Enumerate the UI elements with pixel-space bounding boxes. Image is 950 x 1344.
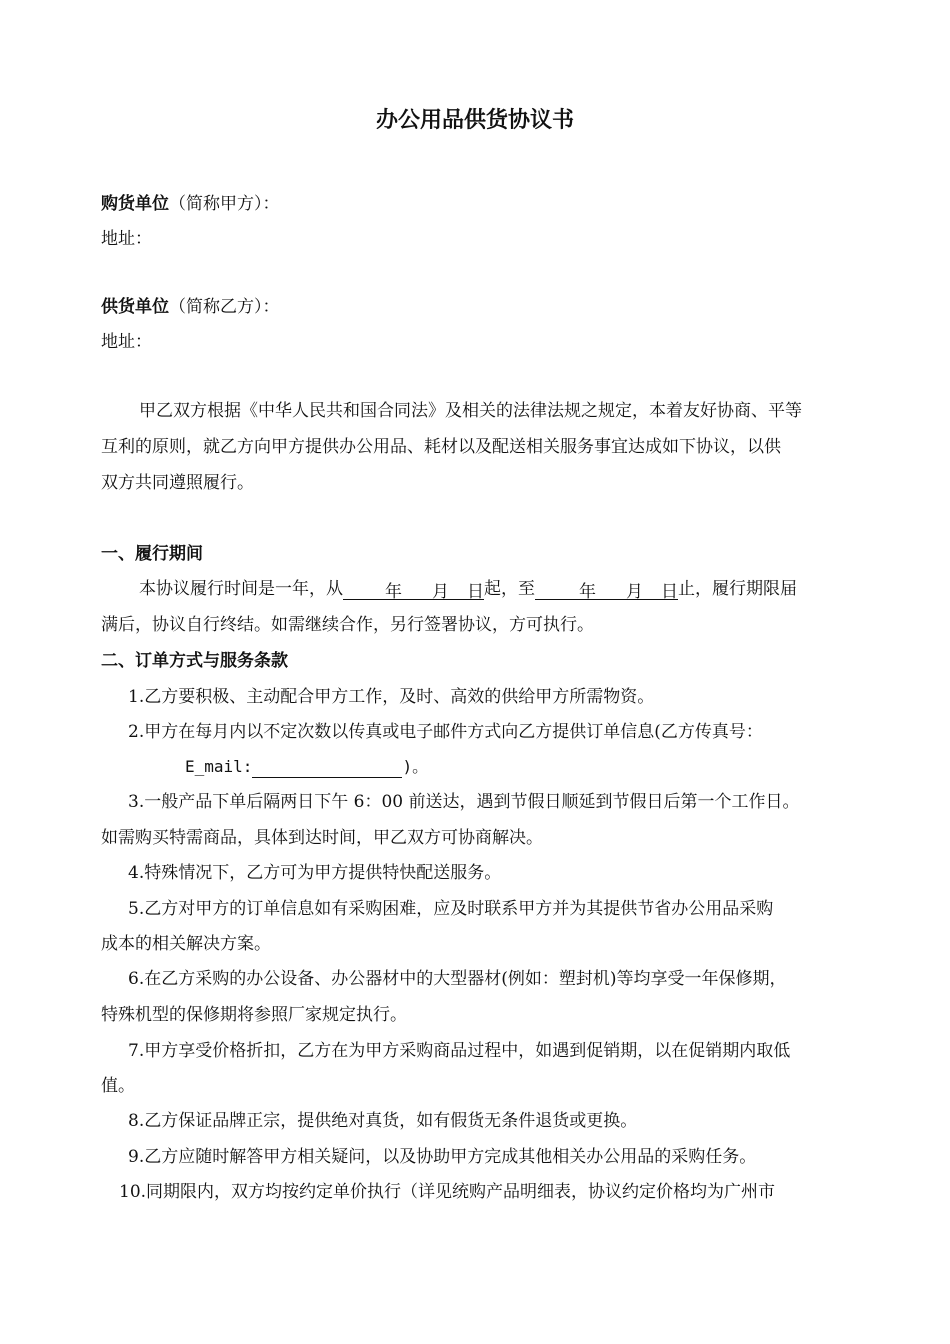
supplier-line [101,296,861,318]
term-line-2: 满后，协议自行终结。如需继续合作，另行签署协议，方可执行。 [101,615,594,635]
start-year-blank [343,581,385,600]
end-month-label: 月 [626,582,643,602]
end-year-label: 年 [579,582,596,602]
clause-1: 1.乙方要积极、主动配合甲方工作，及时、高效的供给甲方所需物资。 [128,687,655,707]
document-title: 办公用品供货协议书 [375,107,574,133]
clause-7-cont: 值。 [101,1076,135,1096]
clause-3: 3.一般产品下单后隔两日下午 6：00 前送达，遇到节假日顺延到节假日后第一个工作日。 [128,792,800,812]
clause-3-cont: 如需购买特需商品，具体到达时间，甲乙双方可协商解决。 [101,828,543,848]
clause-9: 9.乙方应随时解答甲方相关疑问，以及协助甲方完成其他相关办公用品的采购任务。 [128,1147,757,1167]
start-day-blank [449,581,467,600]
term-qi-text: 起，至 [484,579,535,599]
section2-heading: 二、订单方式与服务条款 [101,651,288,671]
clause-4: 4.特殊情况下，乙方可为甲方提供特快配送服务。 [128,863,502,883]
clause-6-cont: 特殊机型的保修期将参照厂家规定执行。 [101,1005,407,1025]
clause-5: 5.乙方对甲方的订单信息如有采购困难，应及时联系甲方并为其提供节省办公用品采购 [128,899,774,919]
buyer-suffix: （简称甲方）： [169,194,280,214]
email-end: )。 [402,757,429,776]
supplier-address: 地址： [101,332,152,352]
clause-7: 7.甲方享受价格折扣，乙方在为甲方采购商品过程中，如遇到促销期，以在促销期内取低 [128,1041,791,1061]
clause-8: 8.乙方保证品牌正宗，提供绝对真货，如有假货无条件退货或更换。 [128,1111,638,1131]
buyer-label: 购货单位 [101,194,169,214]
buyer-address: 地址： [101,229,152,249]
intro-line-2: 互利的原则，就乙方向甲方提供办公用品、耗材以及配送相关服务事宜达成如下协议，以供 [101,437,781,457]
section1-heading: 一、履行期间 [101,544,203,564]
end-day-label: 日 [661,582,678,602]
start-month-label: 月 [432,582,449,602]
clause-5-cont: 成本的相关解决方案。 [101,934,271,954]
buyer-line [101,193,861,215]
intro-line-3: 双方共同遵照履行。 [101,473,254,493]
term-start-text: 本协议履行时间是一年，从 [139,579,343,599]
supplier-label: 供货单位 [101,297,169,317]
start-day-label: 日 [467,582,484,602]
end-day-blank [643,581,661,600]
term-zhi-text: 止，履行期限届 [678,579,797,599]
intro-line-1: 甲乙双方根据《中华人民共和国合同法》及相关的法律法规之规定，本着友好协商、平等 [139,401,802,421]
supplier-suffix: （简称乙方）： [169,297,280,317]
email-line [185,756,685,778]
end-year-blank [535,581,579,600]
email-label: E_mail: [185,757,253,776]
term-line [139,578,861,600]
clause-10: 10.同期限内，双方均按约定单价执行（详见统购产品明细表，协议约定价格均为广州市 [119,1182,776,1202]
start-month-blank [402,581,432,600]
end-month-blank [596,581,626,600]
clause-2: 2.甲方在每月内以不定次数以传真或电子邮件方式向乙方提供订单信息(乙方传真号： [128,722,763,742]
start-year-label: 年 [385,582,402,602]
clause-6: 6.在乙方采购的办公设备、办公器材中的大型器材(例如：塑封机)等均享受一年保修期， [128,969,787,989]
email-blank [252,759,402,778]
